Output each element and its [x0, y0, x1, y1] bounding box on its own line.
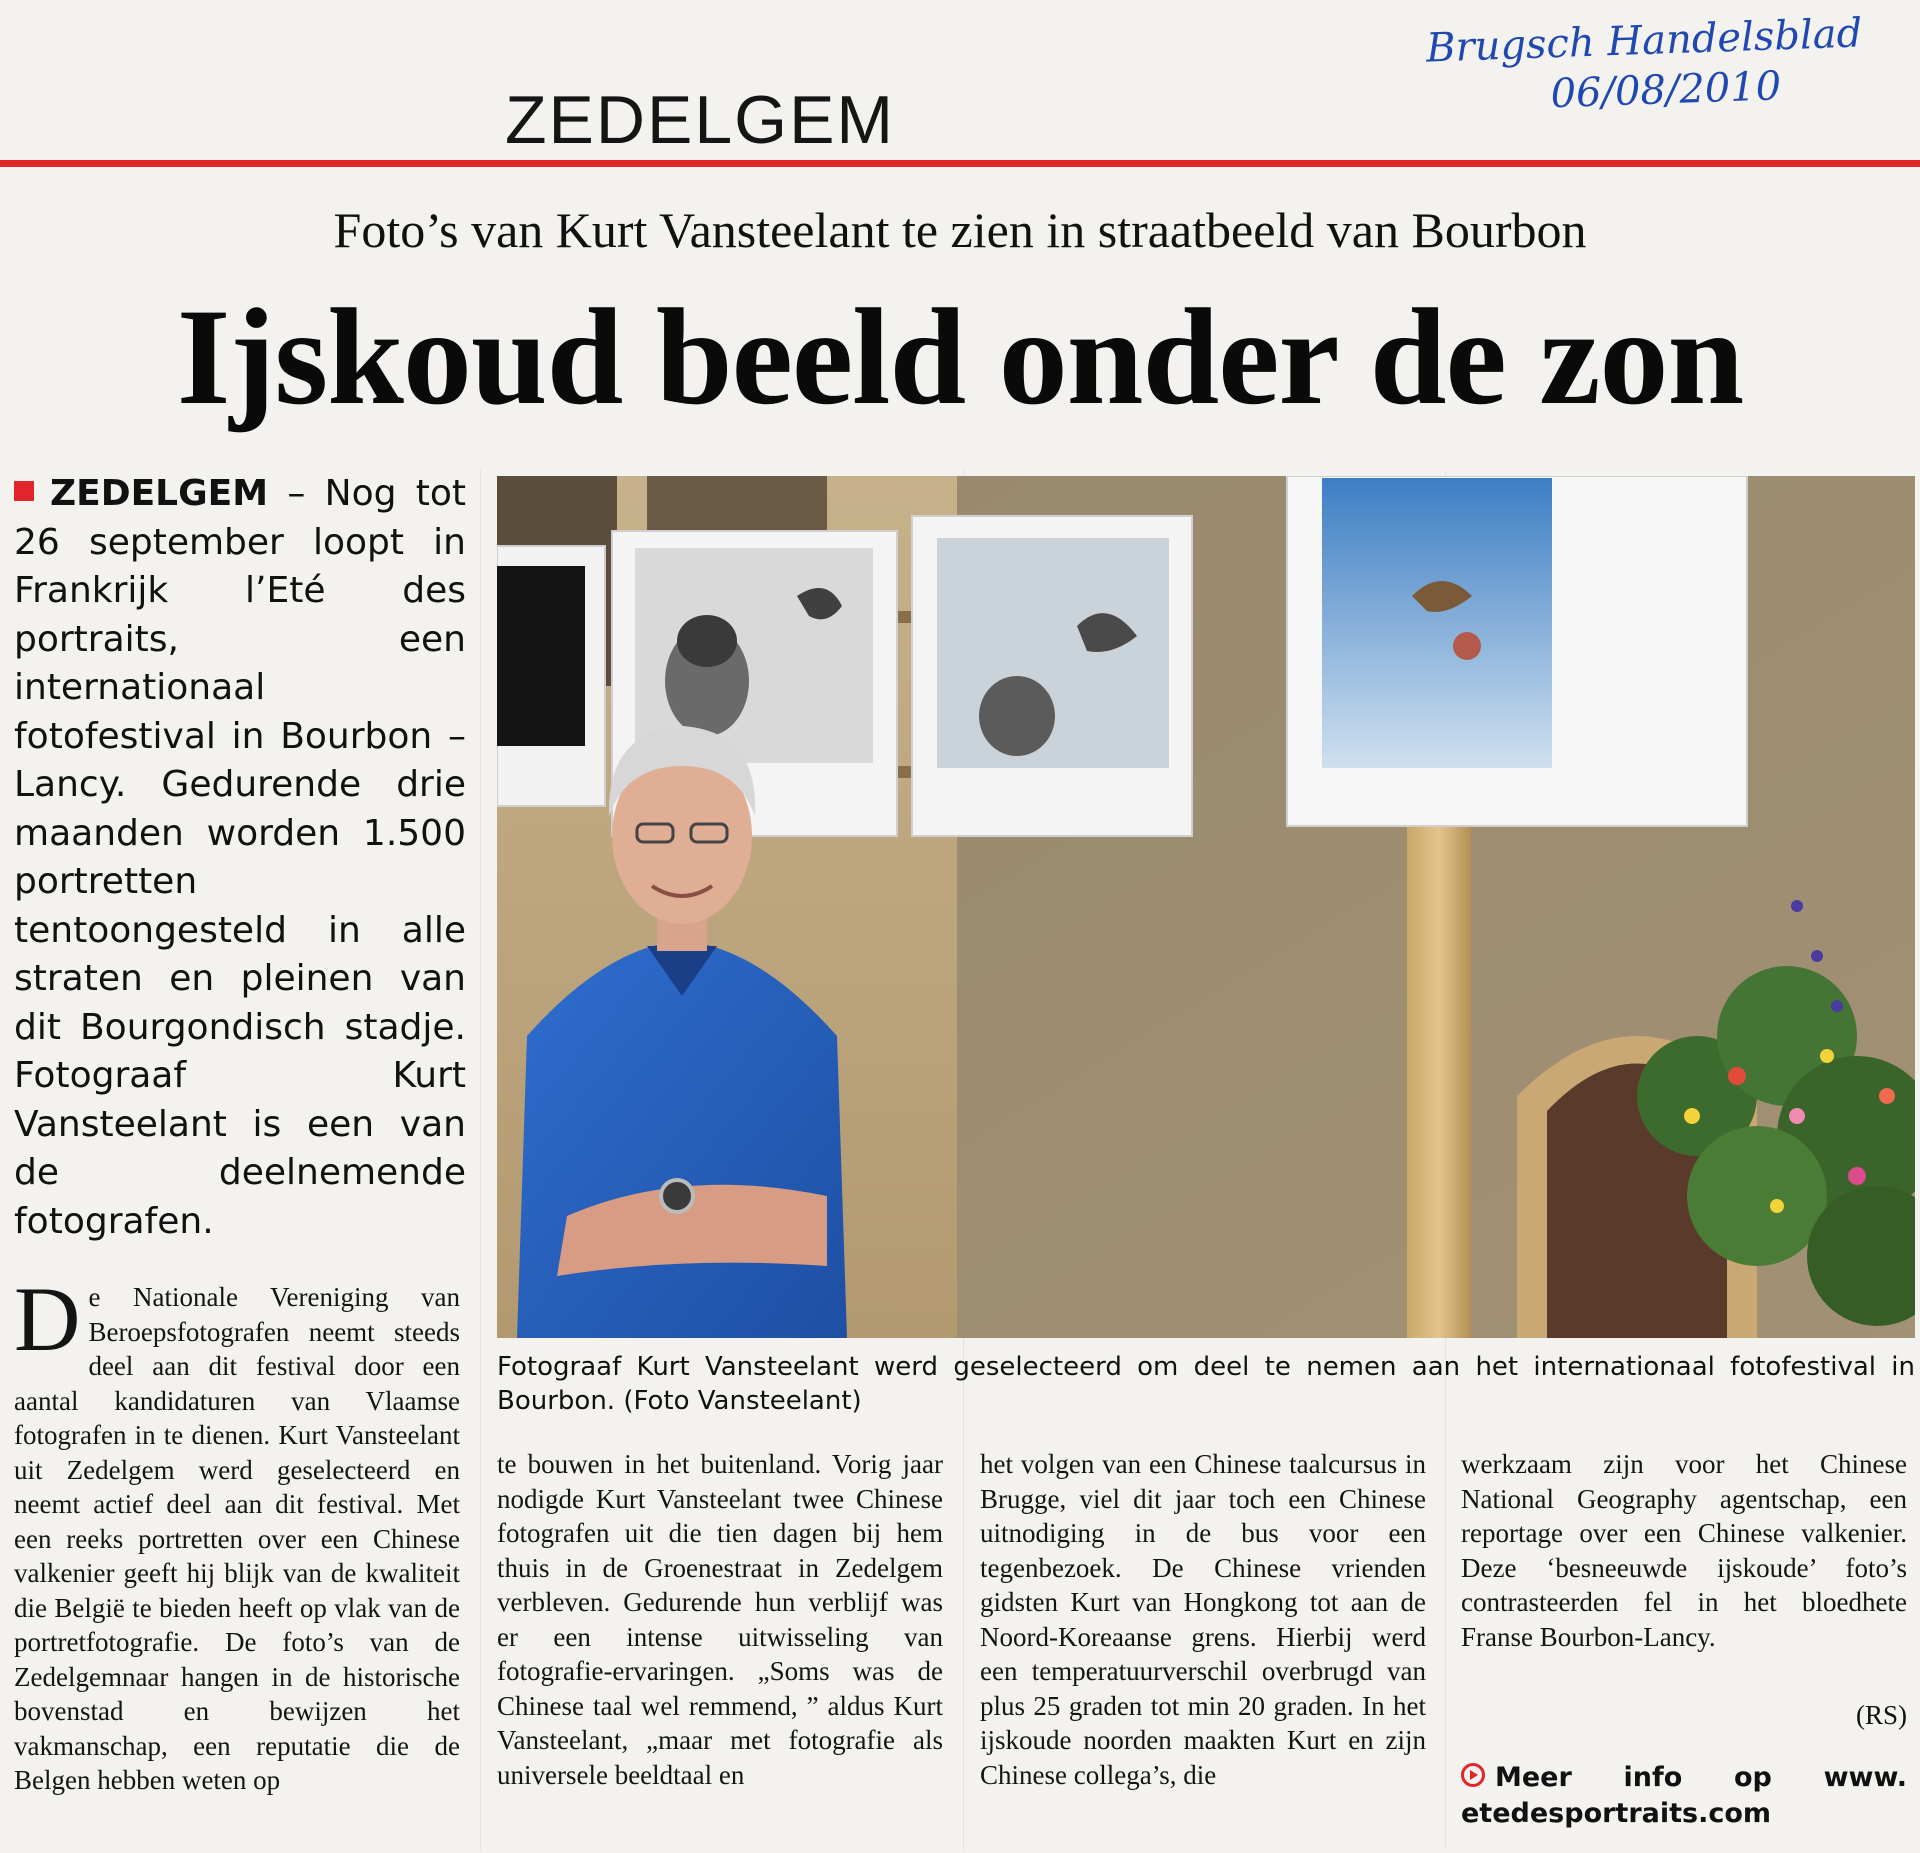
more-info-word: info: [1623, 1762, 1683, 1793]
play-arrow-icon: [1461, 1763, 1485, 1787]
more-info-url: etedesportraits.com: [1461, 1798, 1772, 1829]
lead-text: – Nog tot 26 september loopt in Frankrijk l’Eté des portraits, een internationaal fotofestival in Bourbon –Lancy. Gedurende drie maanden worden 1.500 portretten tentoongesteld in alle straten en pleinen van dit Bourgondisch stadje. Fotograaf Kurt Vansteelant is een van de deelnemende fotografen.: [14, 473, 467, 1242]
section-label: ZEDELGEM: [505, 82, 896, 158]
red-rule: [0, 160, 1920, 167]
body-text-col1: e Nationale Vereniging van Beroepsfotografen neemt steeds deel aan dit festival door een aantal kandidaturen van Vlaamse fotografen in te dienen. Kurt Vansteelant uit Zedelgem werd geselecteerd en neemt actief deel aan dit festival. Met een reeks portretten over een Chinese valkenier geeft hij blijk van de kwaliteit die België te bieden heeft op vlak van de portretfotografie. De foto’s van de Zedelgemnaar hangen in de historische bovenstad en bewijzen het vakmanschap, een reputatie die de Belgen hebben weten op: [14, 1282, 460, 1795]
handwritten-publication: Brugsch Handelsblad: [1425, 10, 1863, 72]
photo-illustration: [497, 476, 1915, 1338]
drop-cap: D: [14, 1268, 81, 1370]
body-column-1: [14, 1268, 460, 1798]
handwritten-date: 06/08/2010: [1549, 63, 1782, 118]
more-info-word: www.: [1823, 1762, 1907, 1793]
article-headline: Ijskoud beeld onder de zon: [176, 280, 1744, 433]
handwritten-annotation: [1393, 7, 1896, 124]
lead-paragraph: [14, 470, 466, 1246]
article-photo: [497, 476, 1915, 1338]
body-column-3: het volgen van een Chinese taalcursus in Brugge, viel dit jaar toch een Chinese uitnodiging in de bus voor een tegenbezoek. De Chinese vrienden gidsten Kurt van Hongkong tot aan de Noord-Koreaanse grens. Hierbij werd een temperatuurverschil overbrugd van plus 25 graden tot min 20 graden. In het ijskoude noorden maakten Kurt en zijn Chinese collega’s, die: [980, 1449, 1426, 1790]
author-signature: (RS): [1855, 1700, 1907, 1730]
article-subtitle: Foto’s van Kurt Vansteelant te zien in straatbeeld van Bourbon: [333, 202, 1587, 258]
more-info-word: Meer: [1495, 1762, 1572, 1793]
lead-place: ZEDELGEM: [50, 473, 269, 514]
column-divider: [480, 470, 481, 1850]
photo-caption: Fotograaf Kurt Vansteelant werd geselecteerd om deel te nemen aan het internationaal fotofestival in Bourbon. (Foto Vansteelant): [497, 1352, 1915, 1416]
body-column-4: werkzaam zijn voor het Chinese National Geography agentschap, een reportage over een Chinese valkenier. Deze ‘besneeuwde ijskoude’ foto’s contrasteerden fel in het bloedhete Franse Bourbon-Lancy.: [1461, 1449, 1907, 1652]
red-square-marker: [14, 481, 34, 501]
body-column-2: te bouwen in het buitenland. Vorig jaar nodigde Kurt Vansteelant twee Chinese fotografen uit die tien dagen bij hem thuis in de Groenestraat in Zedelgem verbleven. Gedurende hun verblijf was er een intense uitwisseling van fotografie-ervaringen. „Soms was de Chinese taal wel remmend, ” aldus Kurt Vansteelant, „maar met fotografie als universele beeldtaal en: [497, 1449, 943, 1790]
more-info: [1461, 1760, 1907, 1832]
more-info-word: op: [1734, 1762, 1772, 1793]
